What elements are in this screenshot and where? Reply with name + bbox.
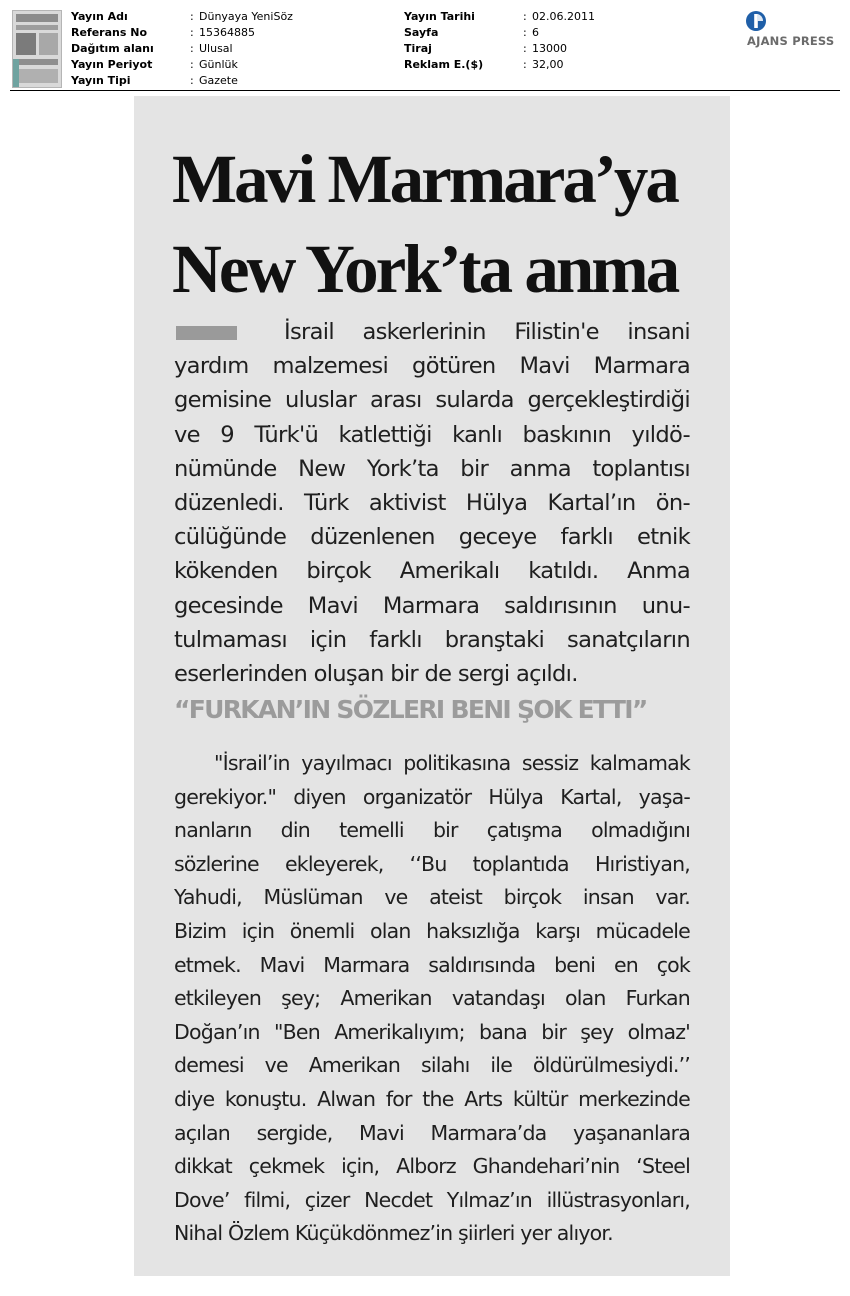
header-divider [10, 90, 840, 91]
text-line: kökenden birçok Amerikalı katıldı. Anma [174, 558, 690, 585]
publication-info-right [404, 9, 704, 73]
field-yayin-adi [71, 9, 391, 25]
field-separator: : [523, 42, 527, 55]
field-separator: : [523, 26, 527, 39]
text-line: Bizim için önemli olan haksızlığa karşı mücadele [174, 918, 690, 943]
text-line: diye konuştu. Alwan for the Arts kültür merkezinde [174, 1086, 690, 1111]
field-label: Tiraj [404, 42, 432, 55]
field-value: 6 [532, 26, 539, 39]
text-line: etmek. Mavi Marmara saldırısında beni en çok [174, 952, 690, 977]
text-line: Doğan’ın "Ben Amerikalıyım; bana bir şey olmaz' [174, 1019, 690, 1044]
text-line: dikkat çekmek için, Alborz Ghandehari’nin ‘Steel [174, 1154, 690, 1179]
field-label: Reklam E.($) [404, 58, 484, 71]
field-label: Yayın Tarihi [404, 10, 475, 23]
text-line: demesi ve Amerikan silahı ile öldürülmesiydi.’’ [174, 1053, 690, 1078]
ajans-press-logo-icon [745, 10, 767, 32]
field-separator: : [190, 58, 194, 71]
text-line: gerekiyor." diyen organizatör Hülya Kartal, yaşa- [174, 784, 690, 809]
text-line: cülüğünde düzenlenen geceye farklı etnik [174, 524, 690, 551]
field-value: Dünyaya YeniSöz [199, 10, 293, 23]
headline-line: New York’ta anma [172, 231, 678, 307]
text-line: eserlerinden oluşan bir de sergi açıldı. [174, 660, 578, 687]
ajans-press-logo-text: AJANS PRESS [747, 34, 835, 48]
field-label: Yayın Tipi [71, 74, 131, 87]
field-referans-no [71, 25, 391, 41]
text-line: sözlerine ekleyerek, ‘‘Bu toplantıda Hıristiyan, [174, 851, 690, 876]
field-reklam-esdegeri [404, 57, 704, 73]
field-label: Yayın Periyot [71, 58, 153, 71]
field-yayin-periyot [71, 57, 391, 73]
field-label: Yayın Adı [71, 10, 128, 23]
field-separator: : [190, 42, 194, 55]
text-line: "İsrail’in yayılmacı politikasına sessiz kalmamak [214, 751, 690, 775]
article-subheading: “FURKAN’IN SÖZLERI BENI ŞOK ETTI” [174, 695, 647, 724]
field-value: 13000 [532, 42, 567, 55]
publication-info-left [71, 9, 391, 89]
article-headline [172, 134, 702, 314]
article-lead [174, 315, 690, 691]
field-label: Dağıtım alanı [71, 42, 154, 55]
field-value: 15364885 [199, 26, 255, 39]
field-label: Sayfa [404, 26, 439, 39]
field-value: 32,00 [532, 58, 564, 71]
text-line: gecesinde Mavi Marmara saldırısının unu- [174, 592, 690, 619]
headline-line: Mavi Marmara’ya [172, 141, 677, 217]
field-separator: : [190, 10, 194, 23]
field-dagitim-alani [71, 41, 391, 57]
text-line: nümünde New York’ta bir anma toplantısı [174, 455, 690, 482]
field-yayin-tarihi [404, 9, 704, 25]
field-separator: : [523, 10, 527, 23]
text-line: İsrail askerlerinin Filistin'e insani [284, 319, 690, 345]
field-separator: : [523, 58, 527, 71]
article-body [174, 747, 690, 1251]
text-line: ve 9 Türk'ü katlettiği kanlı baskının yıldö- [174, 421, 690, 448]
text-line: Yahudi, Müslüman ve ateist birçok insan var. [174, 885, 690, 910]
field-label: Referans No [71, 26, 147, 39]
clipping-header [0, 0, 850, 92]
field-tiraj [404, 41, 704, 57]
field-sayfa [404, 25, 704, 41]
field-separator: : [190, 26, 194, 39]
field-yayin-tipi [71, 73, 391, 89]
text-line: nanların din temelli bir çatışma olmadığını [174, 818, 690, 843]
text-line: etkileyen şey; Amerikan vatandaşı olan Furkan [174, 986, 690, 1011]
text-line: Nihal Özlem Küçükdönmez’in şiirleri yer alıyor. [174, 1221, 613, 1246]
field-separator: : [190, 74, 194, 87]
text-line: düzenledi. Türk aktivist Hülya Kartal’ın ön- [174, 489, 690, 516]
newspaper-page-thumbnail [12, 10, 62, 88]
field-value: Ulusal [199, 42, 233, 55]
text-line: yardım malzemesi götüren Mavi Marmara [174, 353, 690, 380]
field-value: Gazete [199, 74, 238, 87]
ajans-press-logo [745, 10, 845, 50]
text-line: Dove’ filmi, çizer Necdet Yılmaz’ın illüstrasyonları, [174, 1187, 690, 1212]
field-value: 02.06.2011 [532, 10, 595, 23]
text-line: açılan sergide, Mavi Marmara’da yaşananlara [174, 1120, 690, 1145]
text-line: tulmaması için farklı branştaki sanatçıların [174, 626, 690, 653]
text-line: gemisine uluslar arası sularda gerçekleştirdiği [174, 387, 690, 414]
field-value: Günlük [199, 58, 238, 71]
